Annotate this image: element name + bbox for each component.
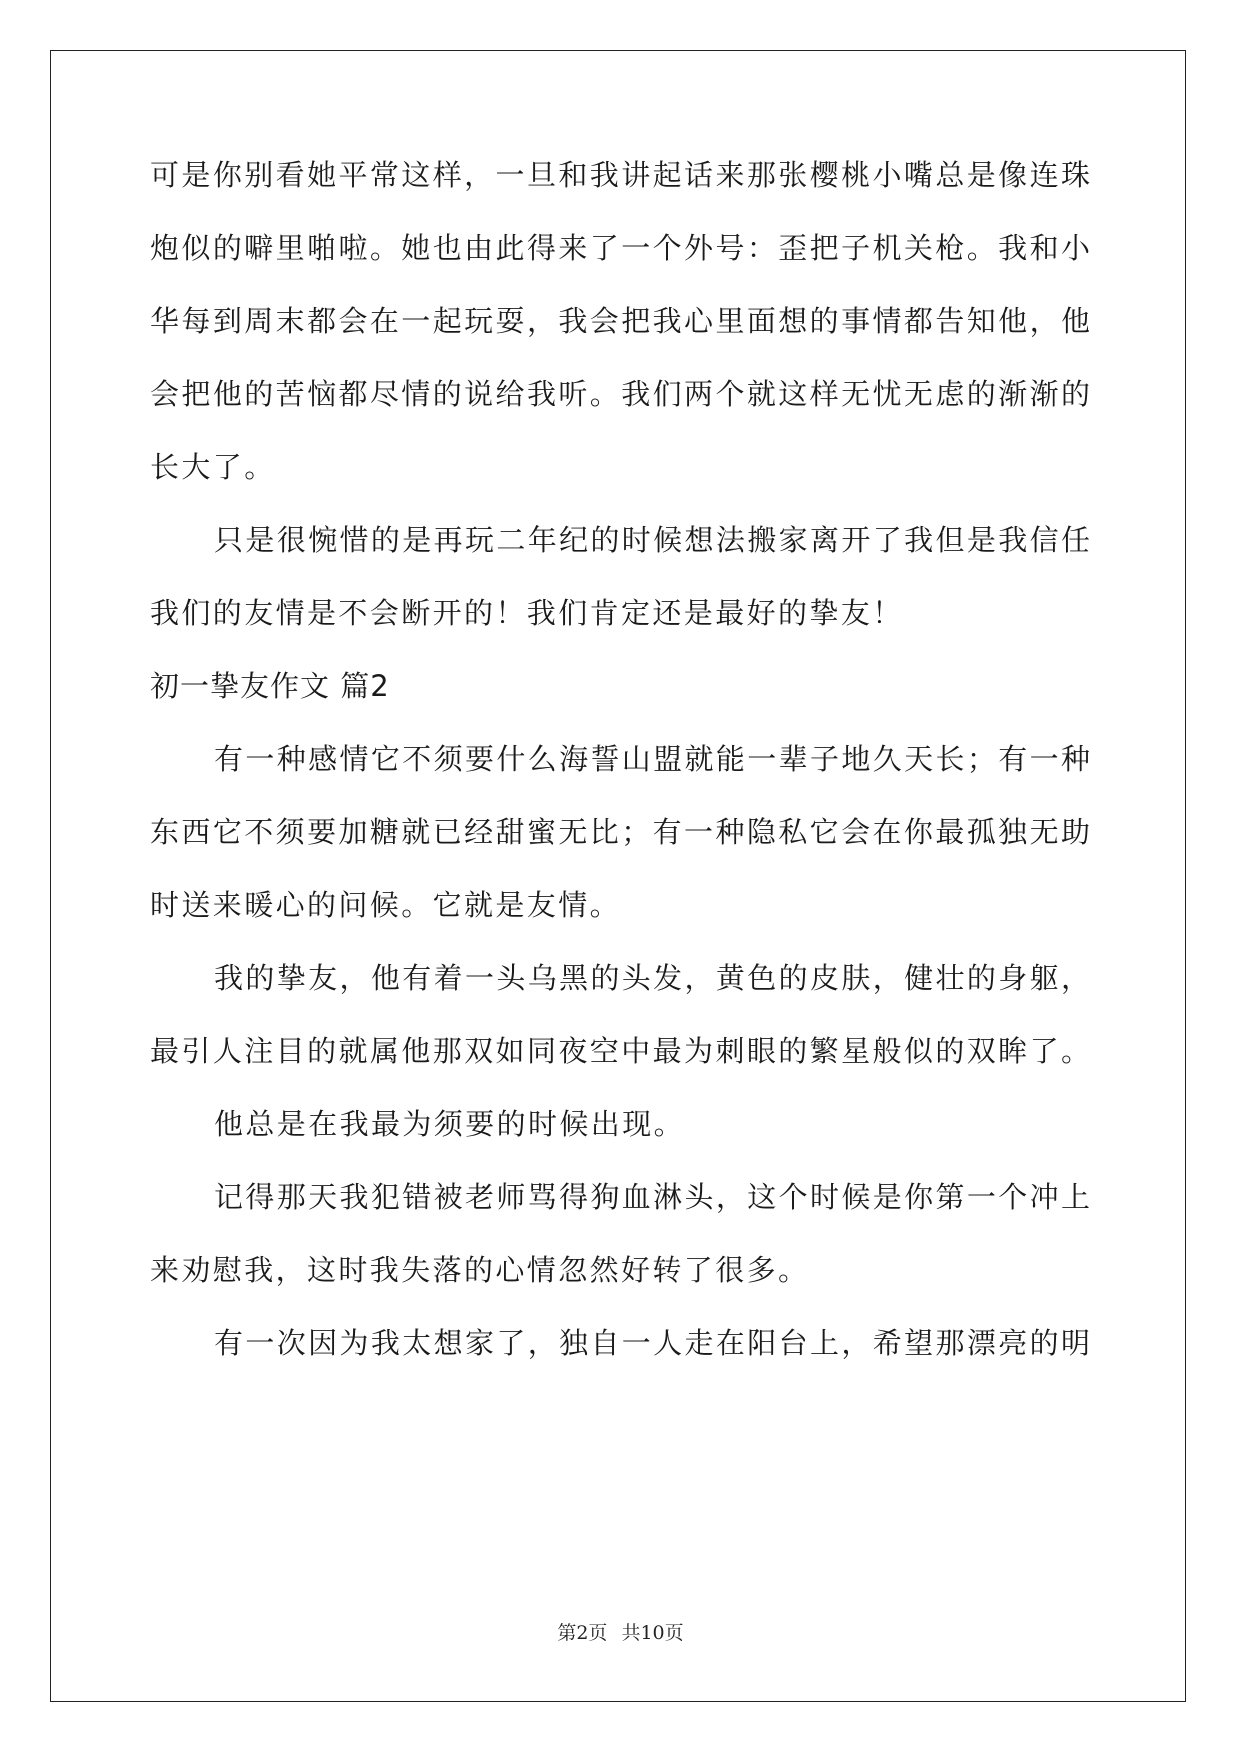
text-line: 他总是在我最为须要的时候出现。 — [214, 1107, 686, 1141]
page-number: 第2页 — [557, 1622, 608, 1644]
text-line: 有一种感情它不须要什么海誓山盟就能一辈子地久天长；有一种 — [214, 742, 1090, 776]
text-line: 会把他的苦恼都尽情的说给我听。我们两个就这样无忧无虑的渐渐的 — [150, 377, 1090, 411]
text-line: 华每到周末都会在一起玩耍，我会把我心里面想的事情都告知他，他 — [150, 304, 1090, 338]
text-line: 可是你别看她平常这样，一旦和我讲起话来那张樱桃小嘴总是像连珠 — [150, 158, 1090, 192]
text-line: 东西它不须要加糖就已经甜蜜无比；有一种隐私它会在你最孤独无助 — [150, 815, 1090, 849]
text-line: 来劝慰我，这时我失落的心情忽然好转了很多。 — [150, 1253, 810, 1287]
text-line: 时送来暖心的问候。它就是友情。 — [150, 888, 622, 922]
text-line: 记得那天我犯错被老师骂得狗血淋头，这个时候是你第一个冲上 — [214, 1180, 1090, 1214]
text-line: 炮似的噼里啪啦。她也由此得来了一个外号：歪把子机关枪。我和小 — [150, 231, 1090, 265]
text-line: 有一次因为我太想家了，独自一人走在阳台上，希望那漂亮的明 — [214, 1326, 1090, 1360]
text-line: 我们的友情是不会断开的！我们肯定还是最好的挚友！ — [150, 596, 904, 630]
page-border — [50, 50, 1186, 1702]
text-line: 只是很惋惜的是再玩二年纪的时候想法搬家离开了我但是我信任 — [214, 523, 1090, 557]
text-line: 我的挚友，他有着一头乌黑的头发，黄色的皮肤，健壮的身躯， — [214, 961, 1090, 995]
text-line: 最引人注目的就属他那双如同夜空中最为刺眼的繁星般似的双眸了。 — [150, 1034, 1090, 1068]
text-line: 长大了。 — [150, 450, 276, 484]
section-heading: 初一挚友作文 篇2 — [150, 669, 390, 703]
page-total: 共10页 — [621, 1622, 684, 1644]
page-footer — [0, 1618, 1241, 1645]
